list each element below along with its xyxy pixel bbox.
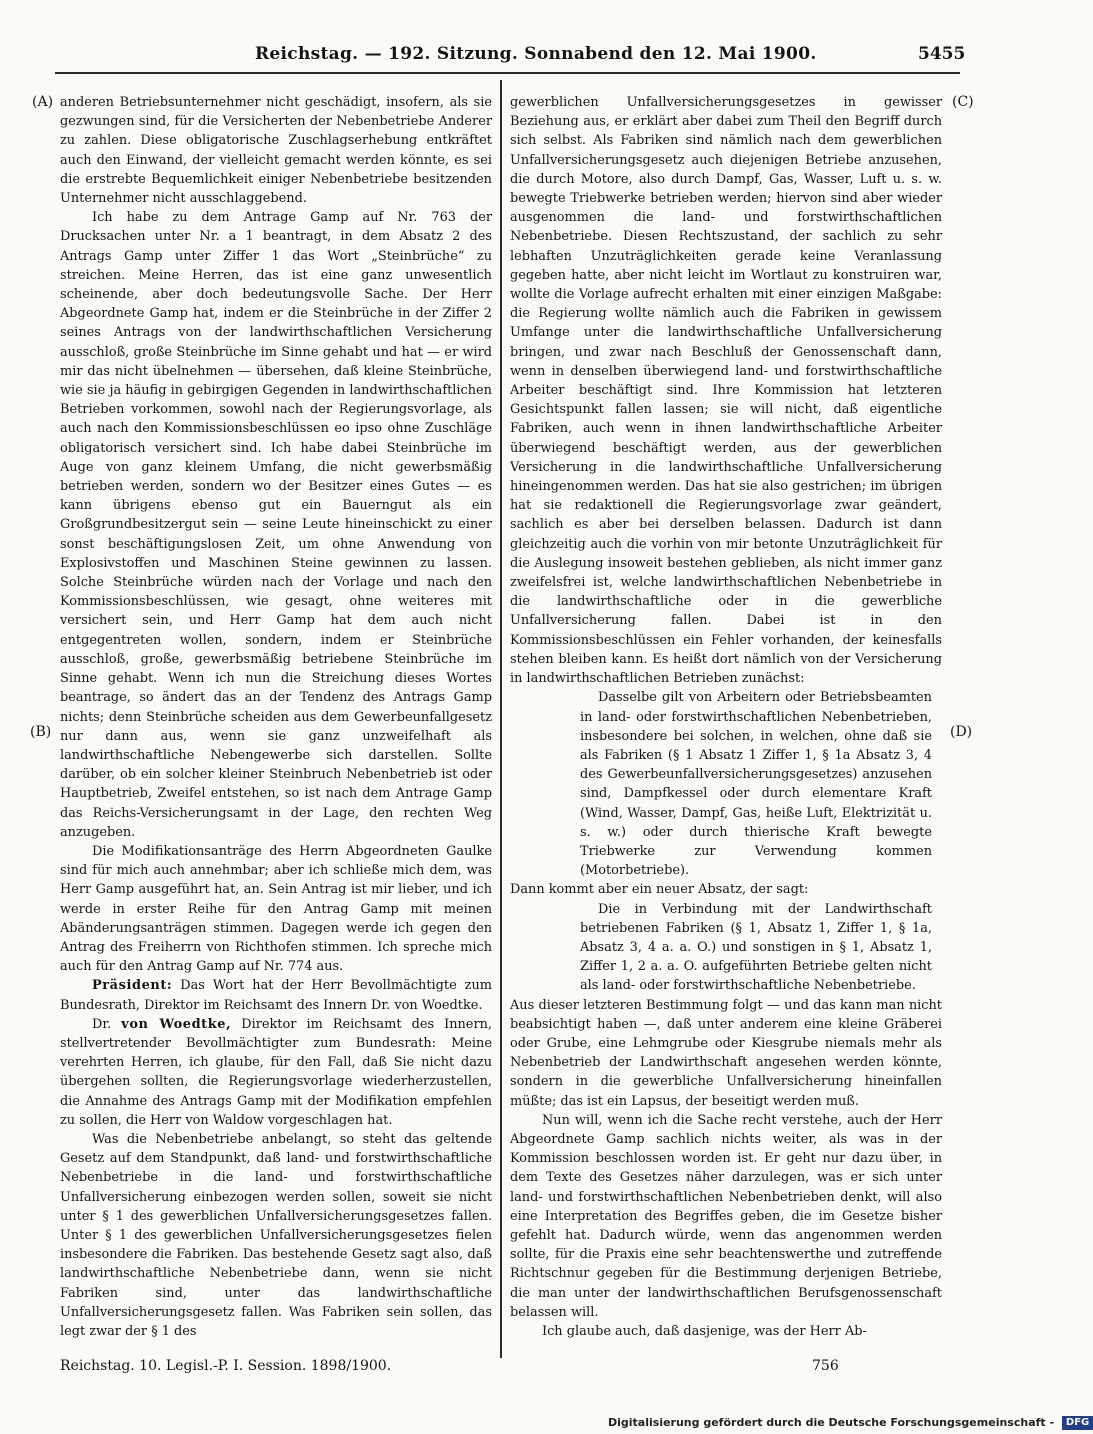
quoted-passage: Dasselbe gilt von Arbeitern oder Betriebsbeamten in land- oder forstwirthschaftlichen Nebenbetrieben, insbesondere bei solchen, in welchen, ohne daß sie als Fabriken (§ 1 Absatz 1 Ziffer 1, § 1a Absatz 3, 4 des Gewerbeunfallversicherungsgesetzes) anzusehen sind, Dampfkessel oder durch elementare Kraft (Wind, Wasser, Dampf, Gas, heiße Luft, Elektrizität u. s. w.) oder durch thierische Kraft bewegte Triebwerke zur Verwendung kommen (Motorbetriebe).	[580, 690, 932, 879]
speech-text: Direktor im Reichsamt des Innern, stellvertretender Bevollmächtigter zum Bundesrath: Meine verehrten Herren, ich glaube, für den Fall, daß Sie nicht dazu übergehen sollten, die Regierungsvorlage wiederherzustellen, die Annahme des Antrags Gamp mit der Modifikation empfehlen zu sollen, die Herr von Waldow vorgeschlagen hat.	[60, 1016, 493, 1128]
speaker-paragraph	[60, 976, 492, 1014]
paragraph: Nun will, wenn ich die Sache recht verstehe, auch der Herr Abgeordnete Gamp sachlich nichts weiter, als was in der Kommission beschlossen worden ist. Er geht nur dazu über, in dem Texte des Gesetzes näher darzulegen, was er sich unter land- und forstwirthschaftlichen Nebenbetrieben denkt, will also eine Interpretation des Begriffes geben, die im Gesetze bisher gefehlt hat. Dadurch würde, wenn das angenommen werden sollte, für die Praxis eine sehr beachtenswerthe und zutreffende Richtschnur gegeben für die Bestimmung derjenigen Betriebe, die man unter der landwirthschaftlichen Berufsgenossenschaft belassen will.	[510, 1112, 942, 1320]
speaker-name: Präsident:	[92, 978, 173, 994]
left-column	[60, 93, 492, 1341]
right-column	[510, 93, 942, 1341]
paragraph: gewerblichen Unfallversicherungsgesetzes in gewisser Beziehung aus, er erklärt aber dabei zum Theil den Begriff durch sich selbst. Als Fabriken sind nämlich nach dem gewerblichen Unfallversicherungsgesetz auch diejenigen Betriebe anzusehen, die durch Motore, also durch Dampf, Gas, Wasser, Luft u. s. w. bewegte Triebwerke betrieben werden; hiervon sind aber wieder ausgenommen die land- und forstwirthschaftlichen Nebenbetriebe. Diesen Rechtszustand, der sachlich zu sehr lebhaften Unzuträglichkeiten gerade keine Veranlassung gegeben hatte, aber nicht leicht im Wortlaut zu konstruiren war, wollte die Vorlage aufrecht erhalten mit einer einzigen Maßgabe: die Regierung wollte nämlich auch die Fabriken in gewissem Umfange unter die landwirthschaftliche Unfallversicherung bringen, und zwar nach Beschluß der Genossenschaft dann, wenn in denselben überwiegend land- und forstwirthschaftliche Arbeiter beschäftigt sind. Ihre Kommission hat letzteren Gesichtspunkt fallen lassen; sie will nicht, daß eigentliche Fabriken, auch wenn in ihnen landwirthschaftliche Arbeiter überwiegend beschäftigt werden, aus der gewerblichen Versicherung in die landwirthschaftliche Unfallversicherung hineingenommen werden. Das hat sie also gestrichen; im übrigen hat sie redaktionell die Regierungsvorlage zwar geändert, sachlich es aber bei derselben belassen. Dadurch ist dann gleichzeitig auch die vorhin von mir betonte Unzuträglichkeit für die Auslegung insoweit bestehen geblieben, als nicht immer ganz zweifelsfrei ist, welche landwirthschaftlichen Nebenbetriebe in die landwirthschaftliche oder in die gewerbliche Unfallversicherung fallen. Dabei ist in den Kommissionsbeschlüssen ein Fehler vorhanden, der keinesfalls stehen bleiben kann. Es heißt dort nämlich von der Versicherung in landwirthschaftlichen Betrieben zunächst:	[510, 95, 942, 687]
paragraph: Was die Nebenbetriebe anbelangt, so steht das geltende Gesetz auf dem Standpunkt, daß land- und forstwirthschaftliche Nebenbetriebe in die land- und forstwirthschaftliche Unfallversicherung einbezogen werden sollen, soweit sie nicht unter § 1 des gewerblichen Unfallversicherungsgesetzes fallen. Unter § 1 des gewerblichen Unfallversicherungsgesetzes fielen insbesondere die Fabriken. Das bestehende Gesetz sagt also, daß landwirthschaftliche Nebenbetriebe dann, wenn sie nicht Fabriken sind, unter das landwirthschaftliche Unfallversicherungsgesetz fallen. Was Fabriken sein sollen, das legt zwar der § 1 des	[60, 1131, 492, 1339]
paragraph: Aus dieser letzteren Bestimmung folgt — und das kann man nicht beabsichtigt haben —, daß unter anderem eine kleine Gräberei oder Grube, eine Lehmgrube oder Kiesgrube niemals mehr als Nebenbetrieb der Landwirthschaft angesehen werden könnte, sondern in die gewerbliche Unfallversicherung hineinfallen müßte; das ist ein Lapsus, der beseitigt werden muß.	[510, 997, 942, 1109]
column-divider	[500, 80, 502, 1358]
paragraph: Dann kommt aber ein neuer Absatz, der sagt:	[510, 882, 809, 898]
quoted-passage: Die in Verbindung mit der Landwirthschaft betriebenen Fabriken (§ 1, Absatz 1, Ziffer 1, § 1a, Absatz 3, 4 a. a. O.) und sonstigen in § 1, Absatz 1, Ziffer 1, 2 a. a. O. aufgeführten Betriebe gelten nicht als land- oder forstwirthschaftliche Nebenbetriebe.	[580, 901, 932, 994]
digitization-note	[608, 1412, 1090, 1434]
margin-marker-c: (C)	[952, 94, 974, 110]
header-rule	[55, 72, 960, 74]
paragraph: Die Modifikationsanträge des Herrn Abgeordneten Gaulke sind für mich auch annehmbar; aber ich schließe mich dem, was Herr Gamp ausgeführt hat, an. Sein Antrag ist mir lieber, und ich werde in erster Reihe für den Antrag Gamp mit meinen Abänderungsanträgen stimmen. Dagegen werde ich gegen den Antrag des Freiherrn von Richthofen stimmen. Ich spreche mich auch für den Antrag Gamp auf Nr. 774 aus.	[60, 843, 492, 975]
dfg-logo: DFG	[1062, 1416, 1093, 1430]
speaker-title: Dr.	[92, 1016, 112, 1032]
running-head	[0, 44, 1000, 68]
page-header-title: Reichstag. — 192. Sitzung. Sonnabend den 12. Mai 1900.	[255, 44, 817, 64]
paragraph: anderen Betriebsunternehmer nicht geschädigt, insofern, als sie gezwungen sind, für die Versicherten der Nebenbetriebe Anderer zu zahlen. Diese obligatorische Zuschlagserhebung entkräftet auch den Einwand, der vielleicht gemacht werden könnte, es sei die erstrebte Bequemlichkeit einiger Nebenbetriebe besitzenden Unternehmer nicht ausschlaggebend.	[60, 95, 492, 207]
margin-marker-d: (D)	[950, 724, 973, 740]
footer-sheet-number: 756	[812, 1358, 839, 1374]
speech-text: Das Wort hat der Herr Bevollmächtigte zum Bundesrath, Direktor im Reichsamt des Innern Dr. von Woedtke.	[60, 978, 492, 1013]
margin-marker-b: (B)	[30, 724, 52, 740]
page-number: 5455	[918, 44, 966, 64]
digitization-text: Digitalisierung gefördert durch die Deutsche Forschungsgemeinschaft -	[608, 1416, 1055, 1429]
paragraph: Ich glaube auch, daß dasjenige, was der Herr Ab-	[542, 1324, 867, 1339]
footer-session-info: Reichstag. 10. Legisl.-P. I. Session. 1898/1900.	[60, 1358, 392, 1374]
paragraph: Ich habe zu dem Antrage Gamp auf Nr. 763 der Drucksachen unter Nr. a 1 beantragt, in dem Absatz 2 des Antrags Gamp unter Ziffer 1 das Wort „Steinbrüche“ zu streichen. Meine Herren, das ist eine ganz unwesentlich scheinende, aber doch bedeutungsvolle Sache. Der Herr Abgeordnete Gamp hat, indem er die Steinbrüche in der Ziffer 2 seines Antrags von der landwirthschaftlichen Versicherung ausschloß, große Steinbrüche im Sinne gehabt und hat — er wird mir das nicht übelnehmen — übersehen, daß kleine Steinbrüche, wie sie ja häufig in gebirgigen Gegenden in landwirthschaftlichen Betrieben vorkommen, sowohl nach der Regierungsvorlage, als auch nach den Kommissionsbeschlüssen eo ipso ohne Zuschläge obligatorisch versichert sind. Ich habe dabei Steinbrüche im Auge von ganz kleinem Umfang, die nicht gewerbsmäßig betrieben werden, sondern wo der Besitzer eines Gutes — es kann übrigens ebenso gut ein Bauerngut als ein Großgrundbesitzergut sein — seine Leute hineinschickt zu einer sonst beschäftigungslosen Zeit, um ohne Anwendung von Explosivstoffen und Maschinen Steine gewinnen zu lassen. Solche Steinbrüche würden nach der Vorlage und nach den Kommissionsbeschlüssen, wie gesagt, ohne weiteres mit versichert sein, und Herr Gamp hat dem auch nicht entgegentreten wollen, sondern, indem er Steinbrüche ausschloß, große, gewerbsmäßig betriebene Steinbrüche im Sinne gehabt. Wenn ich nun die Streichung dieses Wortes beantrage, so ändert das an der Tendenz des Antrags Gamp nichts; denn Steinbrüche scheiden aus dem Gewerbeunfallgesetz nur dann aus, wenn sie ganz unzweifelhaft als landwirthschaftliche Nebengewerbe sich darstellen. Sollte darüber, ob ein solcher kleiner Steinbruch Nebenbetrieb ist oder Hauptbetrieb, Zweifel entstehen, so ist nach dem Antrage Gamp das Reichs-Versicherungsamt in der Lage, den rechten Weg anzugeben.	[60, 210, 492, 840]
speaker-paragraph	[60, 1015, 492, 1130]
speaker-name: von Woedtke,	[121, 1016, 232, 1032]
margin-marker-a: (A)	[32, 94, 54, 110]
